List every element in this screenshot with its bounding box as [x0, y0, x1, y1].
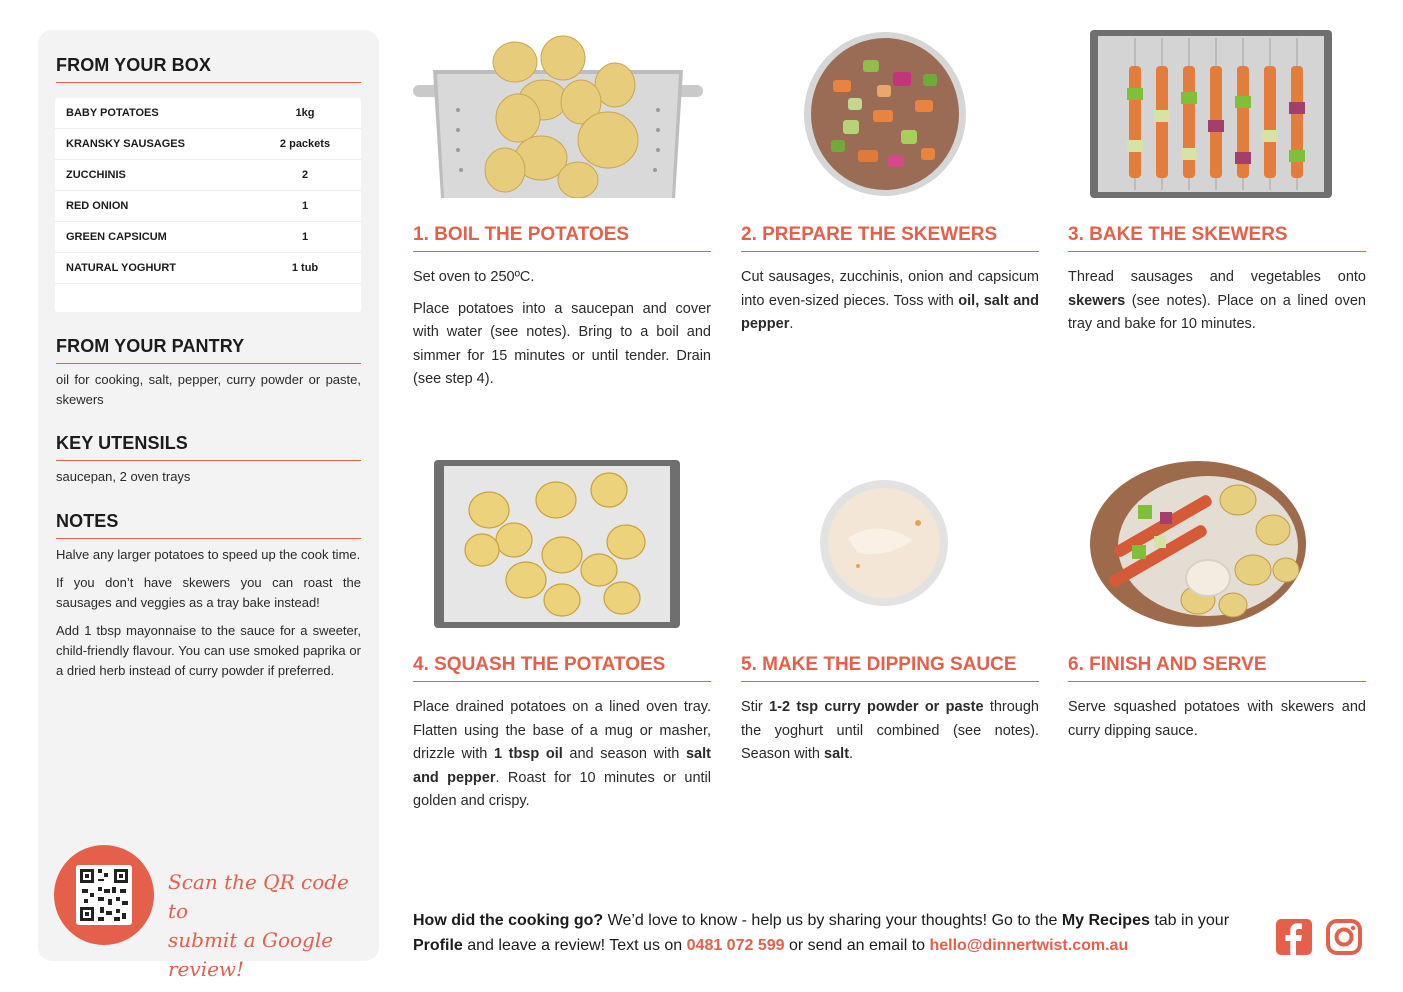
step-text-segment: oil, salt and pepper [741, 292, 1039, 332]
qr-caption-line: submit a Google review! [168, 928, 334, 981]
step-text-segment: skewers [1068, 292, 1126, 309]
pantry-heading: FROM YOUR PANTRY [56, 336, 361, 364]
step-3-title: 3. BAKE THE SKEWERS [1068, 224, 1366, 252]
ingredient-name: ZUCCHINIS [66, 169, 126, 181]
step-4-title: 4. SQUASH THE POTATOES [413, 654, 711, 682]
step-text-segment: Set oven to 250ºC. [413, 269, 535, 285]
facebook-icon[interactable] [1275, 918, 1313, 956]
note-item: Add 1 tbsp mayonnaise to the sauce for a sweeter, child-friendly flavour. You can use smoked paprika or a dried herb instead of curry powder if preferred. [56, 623, 361, 678]
ingredient-name: GREEN CAPSICUM [66, 231, 167, 243]
table-row [55, 253, 361, 284]
finished-dish-plate-image [1088, 460, 1308, 628]
ingredient-qty: 1kg [295, 107, 315, 119]
footer-text-segment: How did the cooking go? [413, 912, 604, 929]
step-text-segment: Serve squashed potatoes with skewers and curry dipping sauce. [1068, 699, 1366, 739]
note-item: If you don’t have skewers you can roast the sausages and veggies as a tray bake instead! [56, 575, 361, 610]
table-row [55, 160, 361, 191]
ingredient-qty: 2 [301, 169, 309, 181]
table-row [55, 222, 361, 253]
step-text-segment: salt [824, 746, 850, 762]
footer-text-segment: Profile [413, 937, 463, 954]
from-box-heading: FROM YOUR BOX [56, 55, 361, 83]
step-text-segment: 1 tbsp oil [493, 746, 563, 762]
step-text-segment: through the yoghurt until combined (see notes). Season with [741, 699, 1039, 762]
step-text-segment: and season with [562, 746, 686, 762]
notes-list [56, 545, 361, 689]
review-footer [413, 908, 1263, 958]
qr-code-icon[interactable] [76, 865, 132, 925]
step-text-segment: Place drained potatoes on a lined oven tray. Flatten using the base of a mug or masher, drizzle with [413, 699, 711, 762]
table-row [55, 98, 361, 129]
table-row [55, 129, 361, 160]
step-4-body [413, 696, 711, 822]
step-text-segment: . Roast for 10 minutes or until golden and crispy. [413, 769, 711, 809]
step-paragraph [741, 696, 1039, 767]
footer-text-segment: tab in your [1149, 912, 1230, 929]
ingredient-qty: 1 [301, 200, 309, 212]
note-item: Halve any larger potatoes to speed up the cook time. [56, 547, 361, 562]
pantry-text: oil for cooking, salt, pepper, curry powder or paste, skewers [56, 372, 361, 407]
step-paragraph [741, 266, 1039, 337]
skewers-tray-image [1090, 30, 1332, 198]
dipping-sauce-bowl-image [818, 478, 950, 608]
step-3-body [1068, 266, 1366, 345]
step-2-body [741, 266, 1039, 345]
qr-badge[interactable] [54, 845, 154, 945]
step-paragraph [1068, 696, 1366, 743]
table-row [55, 191, 361, 222]
step-text-segment: Place potatoes into a saucepan and cover with water (see notes). Bring to a boil and simmer for 15 minutes or until tender. Drain (see step 4). [413, 300, 711, 387]
step-1-title: 1. BOIL THE POTATOES [413, 224, 711, 252]
utensils-heading: KEY UTENSILS [56, 433, 361, 461]
ingredient-name: NATURAL YOGHURT [66, 262, 176, 274]
step-text-segment: Thread sausages and vegetables onto [1068, 269, 1366, 285]
ingredient-name: BABY POTATOES [66, 107, 159, 119]
ingredient-name: KRANSKY SAUSAGES [66, 138, 185, 150]
step-paragraph [413, 298, 711, 392]
skewer-ingredients-bowl-image [803, 30, 968, 198]
utensils-text: saucepan, 2 oven trays [56, 469, 191, 484]
ingredient-qty: 1 [301, 231, 309, 243]
step-5-title: 5. MAKE THE DIPPING SAUCE [741, 654, 1039, 682]
step-paragraph [413, 266, 711, 290]
notes-heading: NOTES [56, 511, 361, 539]
step-text-segment: Stir [741, 699, 770, 715]
ingredient-qty: 2 packets [279, 138, 331, 150]
step-text-segment: salt and pepper [413, 746, 711, 786]
step-paragraph [413, 696, 711, 814]
step-6-body [1068, 696, 1366, 751]
footer-text-segment: My Recipes [1061, 912, 1150, 929]
footer-text-segment: 0481 072 599 [686, 937, 785, 954]
sidebar [38, 30, 379, 981]
step-1-body [413, 266, 711, 400]
qr-caption-line: Scan the QR code to [168, 870, 349, 923]
ingredient-qty: 1 tub [291, 262, 319, 274]
squashed-potatoes-tray-image [434, 460, 680, 628]
step-2-title: 2. PREPARE THE SKEWERS [741, 224, 1039, 252]
step-text-segment: (see notes). Place on a lined oven tray and bake for 10 minutes. [1068, 292, 1366, 332]
step-text-segment: . [849, 746, 854, 762]
instagram-icon[interactable] [1325, 918, 1363, 956]
step-paragraph [1068, 266, 1366, 337]
step-text-segment: 1-2 tsp curry powder or paste [769, 699, 984, 715]
step-6-title: 6. FINISH AND SERVE [1068, 654, 1366, 682]
footer-text-segment: and leave a review! Text us on [462, 937, 687, 954]
footer-text-segment: hello@dinnertwist.com.au [929, 937, 1129, 954]
footer-text-segment: or send an email to [784, 937, 930, 954]
footer-text-segment: We’d love to know - help us by sharing your thoughts! Go to the [603, 912, 1062, 929]
ingredient-name: RED ONION [66, 200, 129, 212]
step-text-segment: Cut sausages, zucchinis, onion and capsicum into even-sized pieces. Toss with [741, 269, 1039, 309]
qr-caption [168, 868, 368, 984]
ingredients-table [55, 98, 361, 312]
potatoes-colander-image [413, 30, 703, 198]
step-text-segment: . [789, 316, 794, 332]
step-5-body [741, 696, 1039, 775]
